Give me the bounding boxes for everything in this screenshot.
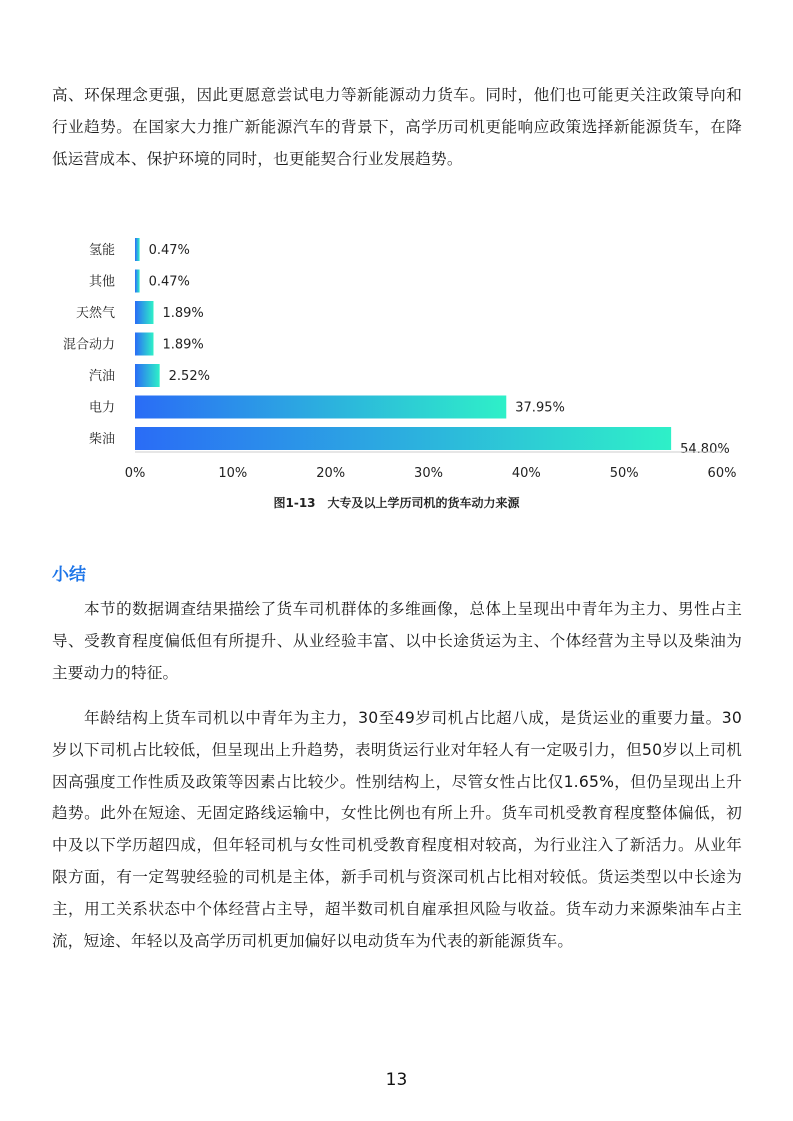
category-label: 电力 [88,400,115,416]
value-label: 2.52% [168,369,210,384]
bar [135,396,506,419]
value-label: 0.47% [148,274,190,290]
value-label: 1.89% [162,337,204,353]
summary-paragraph: 本节的数据调查结果描绘了货车司机群体的多维画像，总体上呈现出中青年为主力、男性占主导、受教育程度偏低但有所提升、从业经验丰富、以中长途货运为主、个体经营为主导以及柴油为主要动力的特征。 [52,600,742,682]
bar-chart [0,230,793,490]
value-label: 1.89% [162,306,204,321]
x-tick-label: 30% [414,466,443,481]
detail-paragraph: 年龄结构上货车司机以中青年为主力，30至49岁司机占比超八成，是货运业的重要力量。30岁以下司机占比较低，但呈现出上升趋势，表明货运行业对年轻人有一定吸引力，但50岁以上司机因高强度工作性质及政策等因素占比较少。性别结构上，尽管女性占比仅1.65%，但仍呈现出上升趋势。此外在短途、无固定路线运输中，女性比例也有所上升。货车司机受教育程度整体偏低，初中及以下学历超四成，但年轻司机与女性司机受教育程度相对较高，为行业注入了新活力。从业年限方面，有一定驾驶经验的司机是主体，新手司机与资深司机占比相对较低。货运类型以中长途为主，用工关系状态中个体经营占主导，超半数司机自雇承担风险与收益。货车动力来源柴油车占主流，短途、年轻以及高学历司机更加偏好以电动货车为代表的新能源货车。 [52,709,742,950]
bar [135,364,160,387]
bar [135,427,671,450]
x-tick-label: 60% [707,466,737,481]
chart-title: 图1-13 大专及以上学历司机的货车动力来源 [273,496,520,510]
category-label: 柴油 [88,432,115,447]
value-label: 54.80% [680,442,730,457]
x-tick-label: 0% [124,466,146,481]
section-heading: 小结 [52,565,86,585]
category-label: 汽油 [88,369,115,384]
value-label: 0.47% [148,243,190,258]
x-tick-label: 10% [218,466,248,481]
page-number: 13 [385,1070,408,1090]
x-tick-label: 20% [316,466,346,481]
x-tick-label: 40% [511,466,541,481]
category-label: 其他 [88,274,115,290]
bar [135,301,153,324]
category-label: 混合动力 [62,337,115,353]
value-label: 37.95% [515,400,565,416]
intro-paragraph: 高、环保理念更强，因此更愿意尝试电力等新能源动力货车。同时，他们也可能更关注政策导向和行业趋势。在国家大力推广新能源汽车的背景下，高学历司机更能响应政策选择新能源货车，在降低运营成本、保护环境的同时，也更能契合行业发展趋势。 [52,86,742,168]
category-label: 天然气 [75,306,115,321]
x-tick-label: 50% [609,466,639,481]
bar [135,238,140,261]
bar [135,270,140,293]
category-label: 氢能 [88,243,115,258]
bar [135,333,153,356]
